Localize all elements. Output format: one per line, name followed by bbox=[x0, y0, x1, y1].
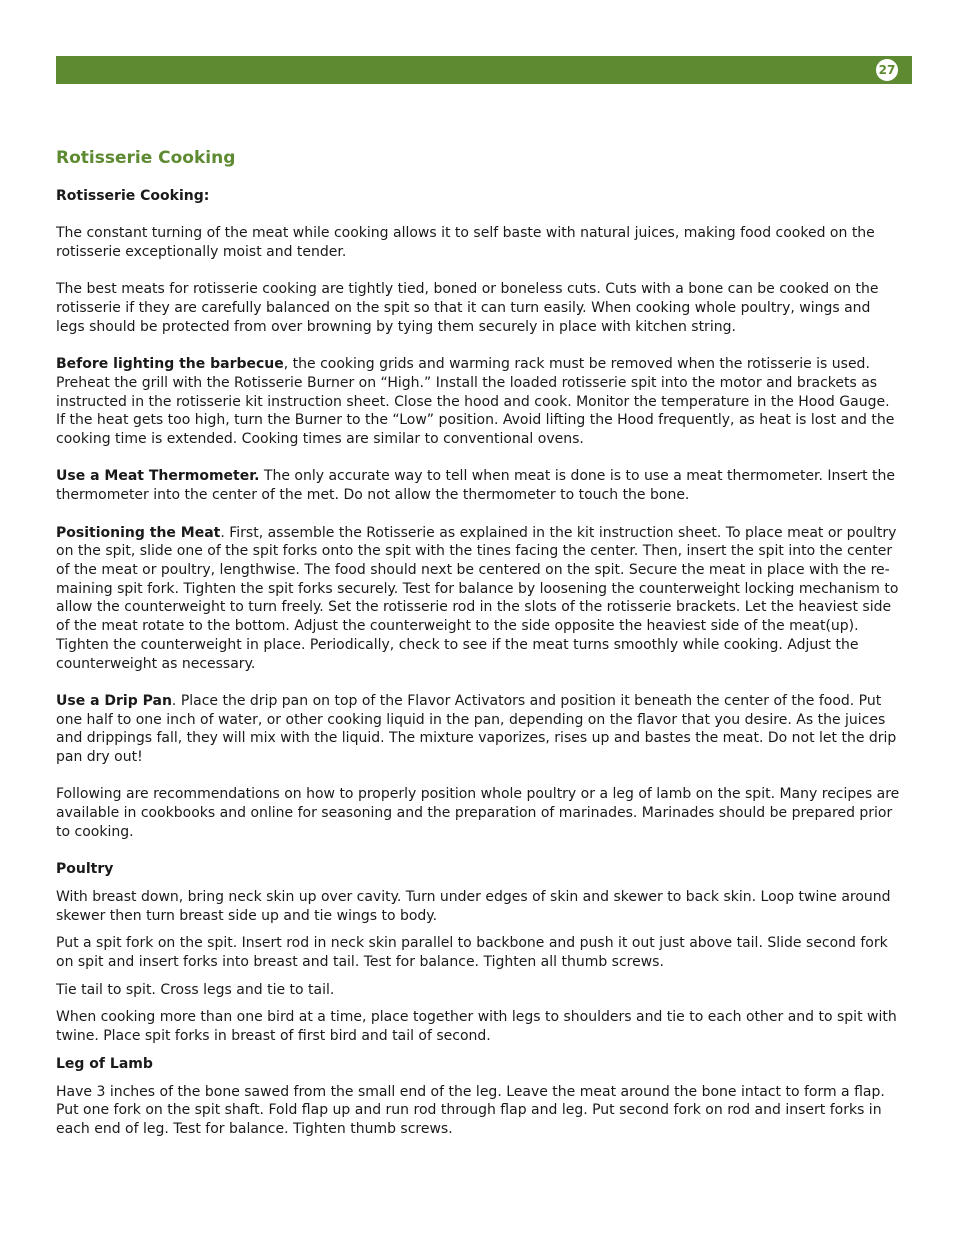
before-lighting-text: , the cooking grids and warming rack must be removed when the rotisserie is used. Preheat the grill with the Rotisserie Burner on “High.” Install the loaded rotisserie spit into the motor and brackets as instructed in the rotisserie kit instruction sheet. Close the hood and cook. Monitor the temperature in the Hood Gauge. If the heat gets too high, turn the Burner to the “Low” position. Avoid lifting the Hood frequently, as heat is lost and the cooking time is extended. Cooking times are similar to conventional ovens. bbox=[56, 356, 895, 448]
lamb-heading: Leg of Lamb bbox=[56, 1055, 153, 1072]
positioning-paragraph bbox=[56, 524, 902, 674]
before-lighting-lead: Before lighting the barbecue bbox=[56, 356, 284, 373]
drip-pan-paragraph bbox=[56, 692, 902, 767]
thermometer-text: The only accurate way to tell when meat is done is to use a meat thermometer. Insert the thermometer into the center of the met. Do not allow the thermometer to touch the bone. bbox=[56, 468, 896, 504]
drip-pan-lead: Use a Drip Pan bbox=[56, 692, 172, 709]
positioning-text: . First, assemble the Rotisserie as explained in the kit instruction sheet. To place meat or poultry on the spit, slide one of the spit forks onto the spit with the tines facing the center. Then, insert the spit into the center of the meat or poultry, lengthwise. The food should next be centered on the spit. Secure the meat in place with the re-maining spit fork. Tighten the spit forks securely. Test for balance by loosening the counterweight locking mechanism to allow the counterweight to turn freely. Set the rotisserie rod in the slots of the rotisserie brackets. Let the heaviest side of the meat rotate to the bottom. Adjust the counterweight to the side opposite the heaviest side of the meat(up). Tighten the counterweight in place. Periodically, check to see if the meat turns smoothly while cooking. Adjust the counterweight as necessary. bbox=[56, 524, 899, 672]
intro-paragraph: The constant turning of the meat while cooking allows it to self baste with natural juices, making food cooked on the rotisserie exceptionally moist and tender. bbox=[56, 225, 875, 261]
thermometer-lead: Use a Meat Thermometer. bbox=[56, 468, 260, 485]
poultry-paragraph: Put a spit fork on the spit. Insert rod in neck skin parallel to backbone and push it out just above tail. Slide second fork on spit and insert forks into breast and tail. Test for balance. Tighten all thumb screws. bbox=[56, 935, 888, 970]
subtitle: Rotisserie Cooking: bbox=[56, 188, 210, 204]
before-lighting-paragraph bbox=[56, 355, 902, 449]
page-content bbox=[56, 147, 902, 1139]
poultry-paragraph: When cooking more than one bird at a time, place together with legs to shoulders and tie to each other and to spit with twine. Place spit forks in breast of first bird and tail of second. bbox=[56, 1009, 897, 1045]
section-title: Rotisserie Cooking bbox=[56, 148, 236, 168]
lamb-paragraph: Have 3 inches of the bone sawed from the small end of the leg. Leave the meat around the bone intact to form a flap. Put one fork on the spit shaft. Fold flap up and run rod through flap and leg. Put second fork on rod and insert forks in each end of leg. Test for balance. Tighten thumb screws. bbox=[56, 1083, 885, 1137]
poultry-paragraph: With breast down, bring neck skin up over cavity. Turn under edges of skin and skewer to back skin. Loop twine around skewer then turn breast side up and tie wings to body. bbox=[56, 888, 891, 924]
drip-pan-text: . Place the drip pan on top of the Flavor Activators and position it beneath the center of the food. Put one half to one inch of water, or other cooking liquid in the pan, depending on the flavor that you desire. As the juices and drippings fall, they will mix with the liquid. The mixture vaporizes, rises up and bastes the meat. Do not let the drip pan dry out! bbox=[56, 692, 897, 765]
header-bar bbox=[56, 56, 912, 84]
following-paragraph: Following are recommendations on how to properly position whole poultry or a leg of lamb on the spit. Many recipes are available in cookbooks and online for seasoning and the preparation of marinades. Marinades should be prepared prior to cooking. bbox=[56, 786, 900, 840]
best-meats-paragraph: The best meats for rotisserie cooking are tightly tied, boned or boneless cuts. Cuts with a bone can be cooked on the rotisserie if they are carefully balanced on the spit so that it can turn easily. When cooking whole poultry, wings and legs should be protected from over browning by tying them securely in place with kitchen string. bbox=[56, 281, 879, 335]
poultry-heading: Poultry bbox=[56, 861, 114, 878]
positioning-lead: Positioning the Meat bbox=[56, 524, 221, 541]
page-number-badge: 27 bbox=[876, 59, 898, 81]
thermometer-paragraph bbox=[56, 467, 902, 504]
poultry-paragraph: Tie tail to spit. Cross legs and tie to tail. bbox=[56, 981, 335, 998]
